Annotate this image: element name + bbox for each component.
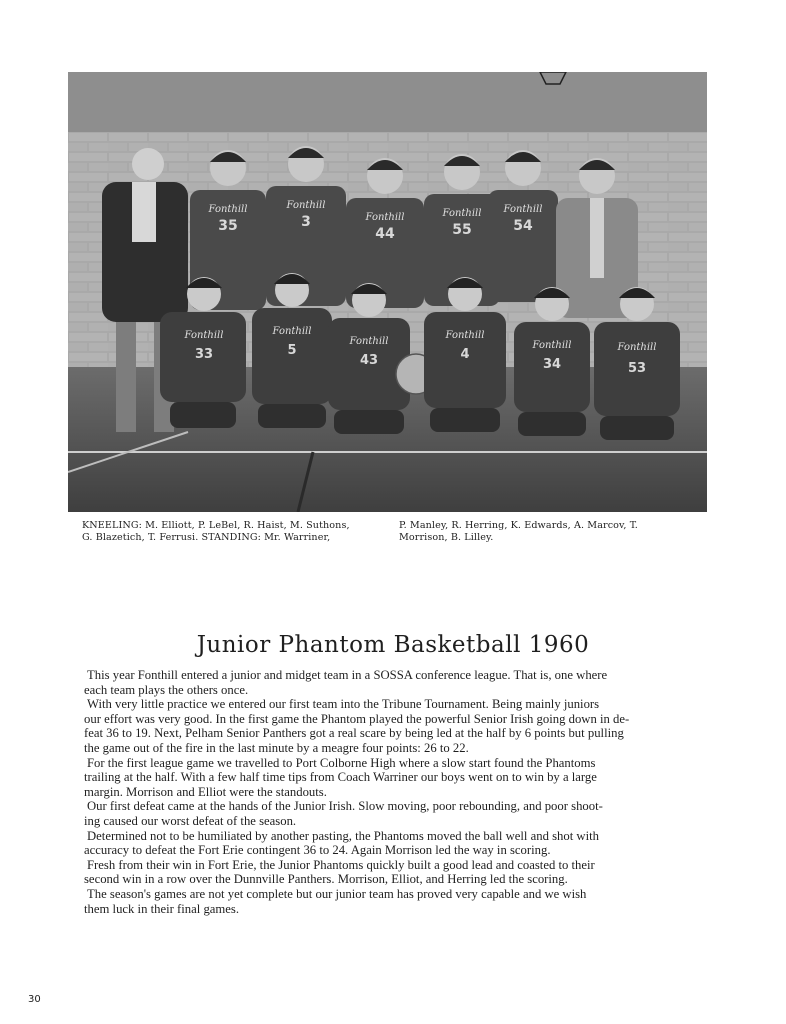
article-line: feat 36 to 19. Next, Pelham Senior Panthers got a real scare by being led at the half by 6 points but pulling (84, 726, 624, 741)
jersey-number: 43 (359, 353, 379, 368)
article-line: our effort was very good. In the first game the Phantom played the powerful Senior Irish going down in de- (84, 711, 630, 726)
jersey-number: 35 (218, 218, 238, 234)
article-heading: Junior Phantom Basketball 1960 (196, 632, 590, 658)
jersey-text: Fonthill (442, 208, 482, 219)
jersey-text: Fonthill (349, 336, 389, 347)
article-line: the game out of the fire in the last minute by a meagre four points: 26 to 22. (84, 740, 469, 755)
caption-line: Morrison, B. Lilley. (399, 532, 494, 543)
article-line: Our first defeat came at the hands of the Junior Irish. Slow moving, poor rebounding, and poor shoot- (87, 799, 603, 814)
jersey-number: 54 (513, 218, 533, 234)
article-body (85, 668, 717, 916)
photo-caption-left (82, 520, 382, 544)
jersey-text: Fonthill (445, 330, 485, 341)
jersey-text: Fonthill (272, 326, 312, 337)
jersey-text: Fonthill (532, 340, 572, 351)
jersey-number: 34 (542, 357, 562, 372)
article-line: For the first league game we travelled to Port Colborne High where a slow start found the Phantoms (87, 755, 596, 770)
jersey-number: 55 (452, 222, 472, 238)
article-line: ing caused our worst defeat of the season. (84, 813, 297, 828)
page-number: 30 (28, 994, 41, 1005)
article-line: With very little practice we entered our first team into the Tribune Tournament. Being mainly juniors (87, 697, 600, 712)
article-line: trailing at the half. With a few half time tips from Coach Warriner our boys went on to win by a large (84, 770, 597, 785)
jersey-text: Fonthill (617, 342, 657, 353)
team-photo (68, 72, 707, 512)
article-line: This year Fonthill entered a junior and midget team in a SOSSA conference league. That is, one where (87, 668, 608, 682)
article-line: each team plays the others once. (84, 682, 249, 697)
jersey-text: Fonthill (286, 200, 326, 211)
jersey-number: 3 (301, 214, 311, 230)
article-line: The season's games are not yet complete but our junior team has proved very capable and we wish (87, 886, 587, 901)
jersey-text: Fonthill (365, 212, 405, 223)
photo-caption-right (399, 520, 704, 544)
article-line: Fresh from their win in Fort Erie, the Junior Phantoms quickly built a good lead and coasted to their (87, 857, 595, 872)
article-line: second win in a row over the Dunnville Panthers. Morrison, Elliot, and Herring led the scoring. (84, 872, 568, 887)
article-line: them luck in their final games. (84, 901, 240, 916)
jersey-text: Fonthill (503, 204, 543, 215)
jersey-number: 33 (194, 347, 214, 362)
caption-line: P. Manley, R. Herring, K. Edwards, A. Marcov, T. (399, 520, 638, 531)
jersey-text: Fonthill (184, 330, 224, 341)
caption-line: G. Blazetich, T. Ferrusi. STANDING: Mr. Warriner, (82, 532, 331, 543)
article-line: margin. Morrison and Elliot were the standouts. (84, 784, 327, 799)
article-line: accuracy to defeat the Fort Erie contingent 36 to 24. Again Morrison led the way in scoring. (84, 843, 551, 858)
jersey-number: 53 (627, 361, 647, 376)
jersey-text: Fonthill (208, 204, 248, 215)
caption-line: KNEELING: M. Elliott, P. LeBel, R. Haist, M. Suthons, (82, 520, 350, 531)
jersey-number: 5 (287, 343, 297, 358)
article-line: Determined not to be humiliated by another pasting, the Phantoms moved the ball well and shot with (87, 828, 599, 843)
jersey-number: 4 (460, 347, 470, 362)
team-photo-image (68, 72, 707, 512)
jersey-number: 44 (375, 226, 395, 242)
